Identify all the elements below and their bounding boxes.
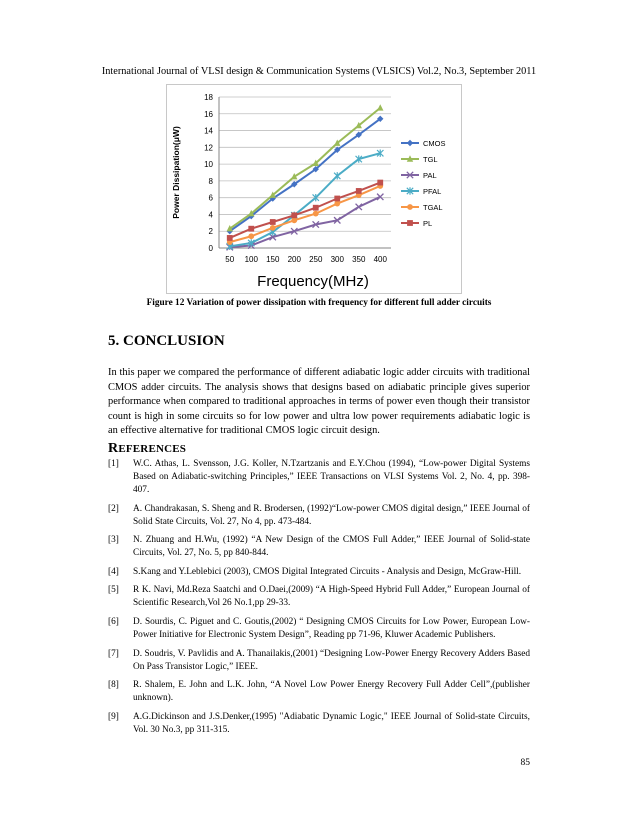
data-point-tgal <box>334 201 340 207</box>
y-tick-label: 18 <box>204 93 213 102</box>
reference-text: A. Chandrakasan, S. Sheng and R. Brodersen, (1992)“Low-power CMOS digital design,” IEEE Journal of Solid State Circuits, Vol. 27, No 4, pp. 473-484. <box>133 503 530 527</box>
legend-label: TGL <box>423 155 438 164</box>
y-axis-title: Power Dissipation(μW) <box>171 126 181 219</box>
y-tick-label: 2 <box>208 227 213 237</box>
x-tick-label: 200 <box>287 255 301 264</box>
data-point-tgal <box>291 217 297 223</box>
legend-label: CMOS <box>423 139 446 148</box>
reference-text: D. Soudris, V. Pavlidis and A. Thanailakis,(2001) “Designing Low-Power Energy Recovery Adders Based On Pass Transistor Logic,” IEEE. <box>133 648 530 672</box>
reference-item <box>108 503 530 529</box>
chart-svg <box>167 85 461 293</box>
y-tick-label: 14 <box>204 126 213 136</box>
x-tick-label: 150 <box>266 255 280 264</box>
reference-text: W.C. Athas, L. Svensson, J.G. Koller, N.Tzartzanis and E.Y.Chou (1994), “Low-power Digital Systems Based on Adiabatic-switching Principles,” IEEE Transactions on VLSI Systems Vol. 2, No. 4, pp. 398-407. <box>133 459 530 495</box>
running-header: International Journal of VLSI design & Communication Systems (VLSICS) Vol.2, No.3, September 2011 <box>101 66 537 77</box>
power-frequency-chart <box>166 84 462 294</box>
x-tick-label: 400 <box>373 255 387 264</box>
legend-label: PL <box>423 219 433 228</box>
x-tick-label: 300 <box>330 255 344 264</box>
legend-label: TGAL <box>423 203 443 212</box>
legend-label: PFAL <box>423 187 442 196</box>
x-tick-label: 100 <box>244 255 258 264</box>
reference-list <box>108 458 530 742</box>
data-point-tgal <box>248 233 254 239</box>
y-tick-label: 0 <box>208 244 213 253</box>
data-point-pl <box>313 205 319 211</box>
data-point-pl <box>270 219 276 225</box>
reference-text: R K. Navi, Md.Reza Saatchi and O.Daei,(2009) “A High-Speed Hybrid Full Adder,” European Journal of Scientific Research,Vol 26 No.1,pp 29-33. <box>133 585 530 609</box>
figure-caption: Figure 12 Variation of power dissipation with frequency for different full adder circuits <box>146 298 492 308</box>
y-tick-label: 16 <box>204 109 213 119</box>
y-tick-label: 4 <box>208 210 213 220</box>
references-title-initial: R <box>108 441 119 456</box>
reference-text: S.Kang and Y.Leblebici (2003), CMOS Digital Integrated Circuits - Analysis and Design, McGraw-Hill. <box>133 566 522 577</box>
reference-item <box>108 458 530 497</box>
section-title-conclusion: 5. CONCLUSION <box>108 333 225 349</box>
x-tick-label: 50 <box>225 255 235 264</box>
reference-number: [7] <box>108 648 119 659</box>
reference-text: A.G.Dickinson and J.S.Denker,(1995) "Adiabatic Dynamic Logic," IEEE Journal of Solid-state Circuits, Vol. 30 No.3, pp 311-315. <box>133 711 530 735</box>
reference-text: R. Shalem, E. John and L.K. John, “A Novel Low Power Energy Recovery Full Adder Cell”,(publisher unknown). <box>133 680 530 704</box>
reference-item <box>108 534 530 560</box>
reference-item <box>108 679 530 705</box>
legend-label: PAL <box>423 171 437 180</box>
page-number: 85 <box>520 758 530 768</box>
reference-number: [8] <box>108 680 119 691</box>
y-tick-label: 6 <box>208 193 213 203</box>
legend-marker-tgal <box>407 204 413 210</box>
data-point-pl <box>334 196 340 202</box>
references-title <box>108 440 186 457</box>
data-point-pl <box>227 235 233 241</box>
reference-number: [2] <box>108 503 119 514</box>
reference-number: [6] <box>108 616 119 627</box>
y-tick-label: 12 <box>204 143 213 153</box>
data-point-pl <box>248 226 254 232</box>
reference-number: [4] <box>108 566 119 577</box>
conclusion-paragraph: In this paper we compared the performance of different adiabatic logic adder circuits with traditional CMOS adder circuits. The analysis shows that designs based on adiabatic principle gives superior performance when compared to traditional approaches in terms of power even though their transistor count is high in some circuits so for low power and ultra low power requirements adiabatic logic is an effective alternative for traditional CMOS logic circuit design. <box>108 367 530 437</box>
reference-text: D. Sourdis, C. Piguet and C. Goutis,(2002) “ Designing CMOS Circuits for Low Power, European Low-Power Initiative for Electronic System Design”, Reading pp 71-96, Kluwer Academic Publishers. <box>133 616 530 640</box>
reference-item <box>108 648 530 674</box>
legend-marker-cmos <box>407 140 413 146</box>
references-title-rest: EFERENCES <box>118 443 187 455</box>
data-point-pl <box>291 212 297 218</box>
data-point-pl <box>356 188 362 194</box>
reference-item <box>108 566 530 579</box>
data-point-tgal <box>313 211 319 217</box>
data-point-pl <box>377 180 383 186</box>
reference-text: N. Zhuang and H.Wu, (1992) “A New Design of the CMOS Full Adder,” IEEE Journal of Solid-state Circuits, Vol. 27, No. 5, pp 840-844. <box>133 535 530 559</box>
reference-number: [1] <box>108 459 119 469</box>
y-tick-label: 8 <box>208 176 213 186</box>
reference-number: [3] <box>108 535 119 546</box>
reference-item <box>108 711 530 737</box>
data-point-tgal <box>270 225 276 231</box>
reference-number: [5] <box>108 585 119 596</box>
x-tick-label: 250 <box>309 255 323 264</box>
reference-item <box>108 584 530 610</box>
chart-x-axis-label: Frequency(MHz) <box>257 273 369 290</box>
reference-item <box>108 616 530 642</box>
y-tick-label: 10 <box>204 160 213 170</box>
reference-number: [9] <box>108 711 119 722</box>
x-tick-label: 350 <box>352 255 366 264</box>
legend-marker-pl <box>407 220 413 226</box>
